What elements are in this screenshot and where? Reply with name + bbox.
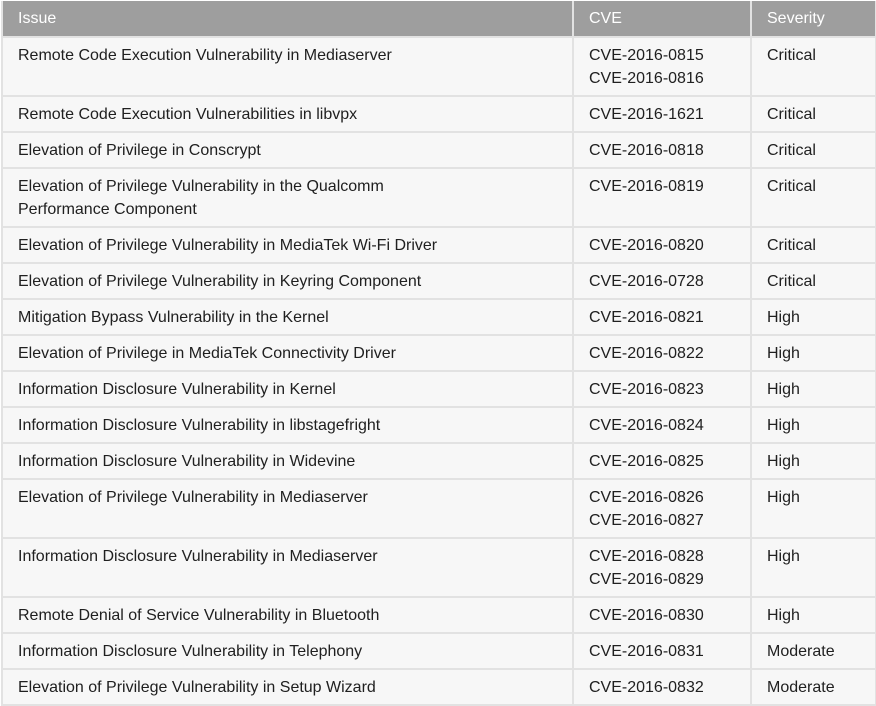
table-row	[2, 37, 876, 96]
cve-cell: CVE-2016-0815 CVE-2016-0816	[573, 37, 751, 96]
cve-cell: CVE-2016-0822	[573, 335, 751, 371]
header-severity: Severity	[751, 1, 876, 37]
severity-cell: High	[751, 538, 876, 597]
issue-cell: Elevation of Privilege Vulnerability in the Qualcomm Performance Component	[2, 168, 573, 227]
cve-cell: CVE-2016-1621	[573, 96, 751, 132]
cve-cell: CVE-2016-0821	[573, 299, 751, 335]
severity-cell: High	[751, 371, 876, 407]
table-row	[2, 597, 876, 633]
issue-cell: Elevation of Privilege Vulnerability in Mediaserver	[2, 479, 573, 538]
table-row	[2, 407, 876, 443]
severity-cell: Critical	[751, 263, 876, 299]
header-row	[2, 1, 876, 37]
table-row	[2, 443, 876, 479]
table-row	[2, 132, 876, 168]
table-row	[2, 168, 876, 227]
cve-cell: CVE-2016-0819	[573, 168, 751, 227]
table-row	[2, 335, 876, 371]
table-row	[2, 371, 876, 407]
issue-cell: Elevation of Privilege Vulnerability in MediaTek Wi-Fi Driver	[2, 227, 573, 263]
table-row	[2, 669, 876, 705]
issue-cell: Information Disclosure Vulnerability in Mediaserver	[2, 538, 573, 597]
table-row	[2, 299, 876, 335]
severity-cell: Moderate	[751, 633, 876, 669]
severity-cell: High	[751, 407, 876, 443]
issue-cell: Remote Code Execution Vulnerabilities in libvpx	[2, 96, 573, 132]
severity-cell: Critical	[751, 227, 876, 263]
issue-cell: Elevation of Privilege in MediaTek Connectivity Driver	[2, 335, 573, 371]
header-issue: Issue	[2, 1, 573, 37]
cve-cell: CVE-2016-0824	[573, 407, 751, 443]
issue-cell: Elevation of Privilege in Conscrypt	[2, 132, 573, 168]
cve-cell: CVE-2016-0831	[573, 633, 751, 669]
severity-cell: Critical	[751, 96, 876, 132]
issue-cell: Information Disclosure Vulnerability in Telephony	[2, 633, 573, 669]
cve-cell: CVE-2016-0818	[573, 132, 751, 168]
cve-cell: CVE-2016-0826 CVE-2016-0827	[573, 479, 751, 538]
cve-cell: CVE-2016-0820	[573, 227, 751, 263]
severity-cell: Critical	[751, 37, 876, 96]
header-cve: CVE	[573, 1, 751, 37]
issue-cell: Remote Code Execution Vulnerability in Mediaserver	[2, 37, 573, 96]
cve-cell: CVE-2016-0825	[573, 443, 751, 479]
severity-cell: High	[751, 299, 876, 335]
cve-cell: CVE-2016-0728	[573, 263, 751, 299]
cve-cell: CVE-2016-0832	[573, 669, 751, 705]
cve-cell: CVE-2016-0830	[573, 597, 751, 633]
table-row	[2, 633, 876, 669]
severity-cell: High	[751, 479, 876, 538]
table-row	[2, 479, 876, 538]
issue-cell: Mitigation Bypass Vulnerability in the Kernel	[2, 299, 573, 335]
severity-cell: Critical	[751, 168, 876, 227]
table-row	[2, 538, 876, 597]
issue-cell: Information Disclosure Vulnerability in libstagefright	[2, 407, 573, 443]
issue-cell: Elevation of Privilege Vulnerability in Keyring Component	[2, 263, 573, 299]
severity-cell: Moderate	[751, 669, 876, 705]
severity-cell: High	[751, 443, 876, 479]
table-row	[2, 227, 876, 263]
issue-cell: Elevation of Privilege Vulnerability in Setup Wizard	[2, 669, 573, 705]
cve-cell: CVE-2016-0828 CVE-2016-0829	[573, 538, 751, 597]
issue-cell: Information Disclosure Vulnerability in Kernel	[2, 371, 573, 407]
issue-cell: Information Disclosure Vulnerability in Widevine	[2, 443, 573, 479]
table-row	[2, 96, 876, 132]
severity-cell: Critical	[751, 132, 876, 168]
severity-cell: High	[751, 335, 876, 371]
issue-cell: Remote Denial of Service Vulnerability in Bluetooth	[2, 597, 573, 633]
vulnerability-table	[1, 1, 876, 706]
table-row	[2, 263, 876, 299]
cve-cell: CVE-2016-0823	[573, 371, 751, 407]
severity-cell: High	[751, 597, 876, 633]
